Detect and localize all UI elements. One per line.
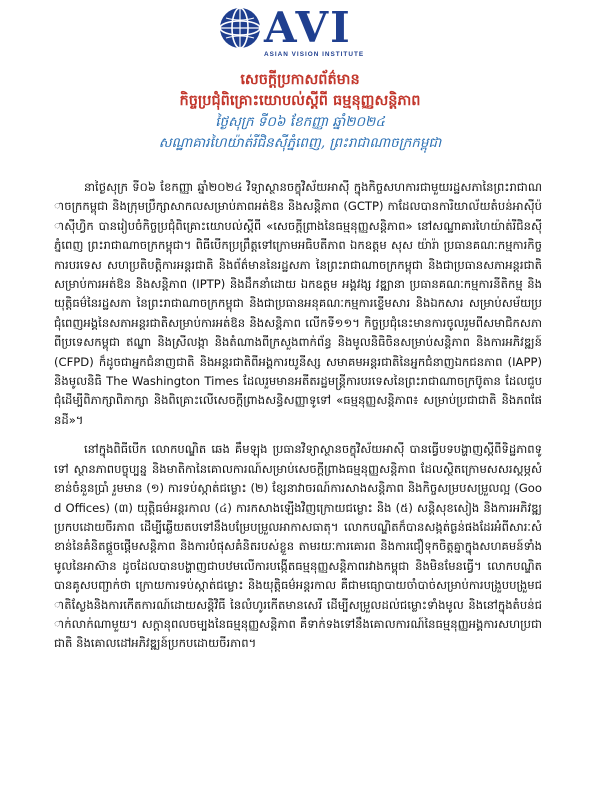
avi-logo	[218, 3, 386, 68]
document-heading	[0, 70, 600, 154]
heading-date: ថ្ងៃសុក្រ ទី០៦ ខែកញ្ញា ឆ្នាំ២០២៤	[215, 114, 385, 130]
heading-title: សេចក្តីប្រកាសព័ត៌មាន	[240, 72, 360, 88]
heading-venue: សណ្ឋាគារហៃយ៉ាត់រីជិនស៊ីភ្នំពេញ, ព្រះរាជាណាចក្រកម្ពុជា	[158, 135, 442, 151]
logo-row	[218, 3, 386, 52]
logo-wordmark: AVI	[264, 3, 352, 52]
paragraph-2: នៅក្នុងពិធីបើក លោកបណ្ឌិត ឆេង គឹមឡុង ប្រធានវិទ្យាស្ថានចក្ខុវិស័យអាស៊ី បានធ្វើបទបង្ហាញស្តីពីទិដ្ឋភាពទូទៅ ស្ថានភាពបច្ចុប្បន្ន និងមាតិកានៃគោលការណ៍សម្រាប់សេចក្តីព្រាងធម្មនុញ្ញសន្តិភាព ដែលស្ថិតក្រោមសសរស្តម្ភសំខាន់ចំនួនប្រាំ រួមមាន (១) ការទប់ស្កាត់ជម្លោះ (២) ខ្សែនាវាចរណ៍ការសាងសន្តិភាព និងកិច្ចសម្របសម្រួលល្អ (Good Offices) (៣) យុត្តិធម៌អន្តរកាល (៤) ការកសាងឡើងវិញក្រោយជម្លោះ និង (៥) សន្តិសុខសៀង និងការអភិវឌ្ឍប្រកបដោយចីរភាព ដើម្បីឆ្លើយតបទៅនឹងបម្រែបម្រួលអាកាសធាតុ។ លោកបណ្ឌិតក៏បានសង្កត់ធ្ងន់ផងដែរអំពីសារៈសំខាន់នៃគំនិតផ្តួចផ្តើមសន្តិភាព និងការបំផុសគំនិតរបស់ខ្លួន តាមរយៈការគោរព និងការជឿទុកចិត្តគ្នាក្នុងសហគមន៍ទាំងមូលនៃអាស៊ាន ដូចដែលបានបង្ហាញជាបឋមលើការបង្កើតធម្មនុញ្ញសន្តិភាពរវាងកម្ពុជា និងមិនមែនធ្វើ។ លោកបណ្ឌិតបានគូសបញ្ជាក់ថា ក្រោយការទប់ស្កាត់ជម្លោះ និងយុត្តិធម៌អន្តរកាល គឺជាមធ្យោបាយចាំបាច់សម្រាប់ការបង្រួបបង្រួមជាតិស្ងែងនិងការកើតការណ៍ដោយសន្តិវិធី នៃលំហូរកើតមានសេរី ដើម្បីសម្រួលដល់ជម្លោះទាំងមូល និងនៅក្នុងតំបន់ជាក់លាក់ណាមួយ។ សក្តានុពលចម្បងនៃធម្មនុញ្ញសន្តិភាព គឺទាក់ទងទៅនឹងគោលការណ៍នៃធម្មនុញ្ញអង្គការសហប្រជាជាតិ និងគោលដៅអភិវឌ្ឍន៍ប្រកបដោយចីរភាព។	[54, 442, 542, 651]
logo-subtitle: ASIAN VISION INSTITUTE	[264, 51, 365, 58]
body-text	[54, 178, 542, 664]
heading-subject: កិច្ចប្រជុំពិគ្រោះយោបល់ស្តីពី ធម្មនុញ្ញសន្តិភាព	[179, 93, 421, 109]
globe-icon	[218, 6, 262, 50]
paragraph-1: នាថ្ងៃសុក្រ ទី០៦ ខែកញ្ញា ឆ្នាំ២០២៤ វិទ្យាស្ថានចក្ខុវិស័យអាស៊ី ក្នុងកិច្ចសហការជាមួយរដ្ឋសភានៃព្រះរាជាណាចក្រកម្ពុជា និងក្រុមប្រឹក្សាសាកលសម្រាប់ភាពអត់ឱន និងសន្តិភាព (GCTP) កាដែលបានការិយាល័យតំបន់អាស៊ីប៉ាស៊ីហ្វិក បានរៀបចំកិច្ចប្រជុំពិគ្រោះយោបល់ស្តីពី «សេចក្តីព្រាងនៃធម្មនុញ្ញសន្តិភាព» នៅសណ្ឋាគារហៃយ៉ាត់រីជិនស៊ីភ្នំពេញ ព្រះរាជាណាចក្រកម្ពុជា។ ពិធីបើកប្រព្រឹត្តទៅក្រោមអធិបតីភាព ឯកឧត្តម សុស យ៉ារ៉ា ប្រធានគណៈកម្មការកិច្ចការបរទេស សហប្រតិបត្តិការអន្តរជាតិ និងព័ត៌មាននៃរដ្ឋសភា នៃព្រះរាជាណាចក្រកម្ពុជា និងជាប្រធានសភាអន្តរជាតិសម្រាប់ការអត់ឱន និងសន្តិភាព (IPTP) និងដឹកនាំដោយ ឯកឧត្តម អង្គវង្ស វឌ្ឍានា ប្រធានគណៈកម្មការនីតិកម្ម និងយុត្តិធម៌នៃរដ្ឋសភា នៃព្រះរាជាណាចក្រកម្ពុជា និងជាប្រធានអនុគណៈកម្មការខ្ទើមសារ និងឯកសារ សម្រាប់សម័យប្រជុំពេញអង្គនៃសភាអន្តរជាតិសម្រាប់ការអត់ឱន និងសន្តិភាព លើកទី១១។ កិច្ចប្រជុំនេះមានការចូលរួមពីសមាជិកសភាពីប្រទេសកម្ពុជា ឥណ្ឌា និងស្រីលង្កា និងតំណាងពីក្រសួងពាក់ព័ន្ធ និងមូលនិធិចិនសម្រាប់សន្តិភាព និងការអភិវឌ្ឍន៍ (CFPD) ក៏ដូចជាអ្នកជំនាញជាតិ និងអន្តរជាតិពីអង្គការយូនីស្ស សមាគមអន្តរជាតិនៃអ្នកជំនាញឯកជនភាព (IAPP) និងមូលនិធិ The Washington Times ដែលរួមមានអតីតរដ្ឋមន្ត្រីការបរទេសនៃព្រះរាជាណាចក្រប៊ូតាន ដែលជួបជុំដើម្បីពិភាក្សាពិភាក្សា និងពិគ្រោះលើសេចក្តីព្រាងសន្ធិសញ្ញាទូទៅ «ធម្មនុញ្ញសន្តិភាព៖ សម្រាប់ប្រជាជាតិ និងភពផែនដី»។	[54, 180, 542, 427]
